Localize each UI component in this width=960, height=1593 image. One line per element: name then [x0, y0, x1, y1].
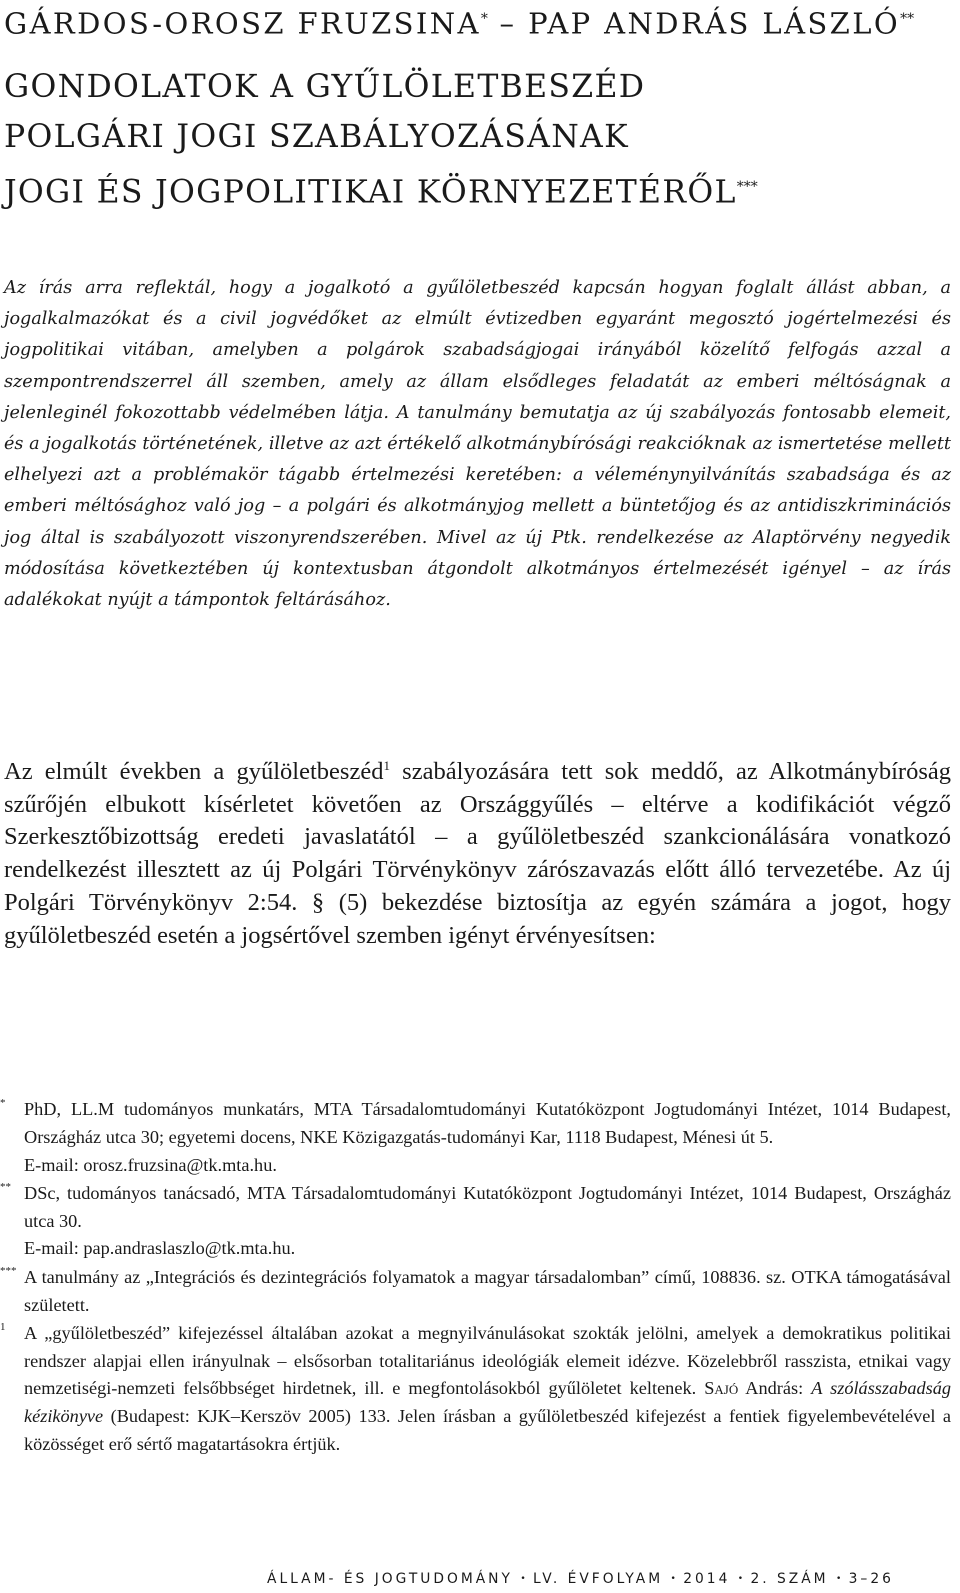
- footnote-email[interactable]: E-mail: orosz.fruzsina@tk.mta.hu.: [24, 1154, 277, 1175]
- author-1-footnote-mark[interactable]: *: [480, 11, 488, 27]
- footnote-author-2: [0, 1180, 951, 1263]
- bullet-icon: •: [737, 1574, 744, 1584]
- issue: 2. SZÁM: [750, 1571, 829, 1587]
- cited-author-given: András:: [738, 1378, 812, 1399]
- footnote-1-text-a: A „gyűlöletbeszéd” kifejezéssel általában azokat a megnyilvánulásokat szokták jelölni, amelyek a demokratikus politikai rendszer alapjai ellen irányulnak – elsősorban totalitariánus ideológiák elemeit idézve. Közelebbről rasszista, etnikai vagy nemzetiségi-nemzeti felsőbbséget hirdetnek, ill. e megfontolásokból gyűlöletet keltenek.: [24, 1322, 951, 1399]
- author-line: [4, 2, 914, 41]
- body-paragraph: [4, 756, 951, 952]
- footnote-text: DSc, tudományos tanácsadó, MTA Társadalomtudományi Kutatóközpont Jogtudományi Intézet, 1014 Budapest, Országház utca 30.: [24, 1182, 951, 1231]
- bullet-icon: •: [520, 1574, 526, 1584]
- bullet-icon: •: [835, 1574, 842, 1584]
- footnote-text: A tanulmány az „Integrációs és dezintegrációs folyamatok a magyar társadalomban” című, 108836. sz. OTKA támogatásával született.: [24, 1266, 951, 1315]
- author-1: GÁRDOS-OROSZ FRUZSINA: [4, 6, 481, 41]
- footnote-author-1: [0, 1096, 951, 1179]
- footnote-mark: *: [0, 1097, 6, 1109]
- footnote-mark: **: [0, 1180, 11, 1193]
- cited-author-surname: Sajó: [704, 1378, 739, 1399]
- page-range: 3–26: [848, 1571, 894, 1587]
- footnote-email[interactable]: E-mail: pap.andraslaszlo@tk.mta.hu.: [24, 1238, 296, 1259]
- title-line-3: JOGI ÉS JOGPOLITIKAI KÖRNYEZETÉRŐL: [4, 174, 737, 211]
- abstract: [4, 273, 951, 616]
- title-line-1: GONDOLATOK A GYŰLÖLETBESZÉD: [4, 69, 646, 105]
- footnote-reference-1[interactable]: 1: [383, 758, 390, 773]
- cited-book-title: A szólásszabadság kézikönyve: [24, 1378, 951, 1427]
- footnote-1: [0, 1320, 951, 1459]
- title-line-2: POLGÁRI JOGI SZABÁLYOZÁSÁNAK: [4, 119, 629, 155]
- footnote-text: [24, 1320, 951, 1459]
- footnote-mark: ***: [0, 1264, 17, 1277]
- author-2: PAP ANDRÁS LÁSZLÓ: [528, 6, 901, 41]
- title-footnote-mark[interactable]: ***: [736, 179, 758, 195]
- journal-name: ÁLLAM- ÉS JOGTUDOMÁNY: [267, 1571, 513, 1587]
- author-separator: –: [499, 6, 517, 41]
- footnote-funding: [0, 1264, 951, 1320]
- footnotes: [0, 1096, 951, 1459]
- abstract-text: Az írás arra reflektál, hogy a jogalkotó a gyűlöletbeszéd kapcsán hogyan foglalt állást abban, a jogalkalmazókat és a civil jogvédőket az elmúlt évtizedben egyaránt megosztó jogértelmezési és jogpolitikai vitában, amelyben a polgárok szabadságjogai irányából közelítő felfogás azzal a szempontrendszerrel áll szemben, amely az állam elsődleges feladatát az emberi méltóságnak a jelenleginél fokozottabb védelmében látja. A tanulmány bemutatja az új szabályozás fontosabb elemeit, és a jogalkotás történetének, illetve az azt értékelő alkotmánybírósági reakcióknak az ismertetése mellett elhelyezi azt a problémakör tágabb értelmezési keretében: a véleménynyilvánítás szabadsága és az emberi méltósághoz való jog – a polgári és alkotmányjog mellett a büntetőjog és az antidiszkriminációs jog által is szabályozott viszonyrendszerében. Mivel az új Ptk. rendelkezése az Alaptörvény negyedik módosítása következtében új kontextusban átgondolt alkotmányos értelmezését igényel – az írás adalékokat nyújt a támpontok feltárásához.: [4, 278, 951, 611]
- footnote-mark: 1: [0, 1320, 6, 1333]
- author-2-footnote-mark[interactable]: **: [900, 11, 915, 27]
- bullet-icon: •: [670, 1574, 676, 1584]
- body-text-part-2: szabályozására tett sok meddő, az Alkotmánybíróság szűrőjén elbukott kísérletet követően az Országgyűlés – eltérve a kodifikációt végző Szerkesztőbizottság eredeti javaslatától – a gyűlöletbeszéd szankcionálására vonatkozó rendelkezést illesztett az új Polgári Törvénykönyv zárószavazás előtt álló tervezetébe. Az új Polgári Törvénykönyv 2:54. § (5) bekezdése biztosítja az egyén számára a jogot, hogy gyűlöletbeszéd esetén a jogsértővel szemben igényt érvényesítsen:: [4, 758, 951, 949]
- year: 2014: [683, 1571, 731, 1587]
- page-footer: [267, 1570, 894, 1588]
- volume: LV. ÉVFOLYAM: [533, 1571, 664, 1587]
- footnote-text: PhD, LL.M tudományos munkatárs, MTA Társadalomtudományi Kutatóközpont Jogtudományi Intézet, 1014 Budapest, Országház utca 30; egyetemi docens, NKE Közigazgatás-tudományi Kar, 1118 Budapest, Ménesi út 5.: [24, 1099, 951, 1147]
- body-text-part-1: Az elmúlt években a gyűlöletbeszéd: [4, 758, 384, 785]
- article-title: [4, 62, 758, 218]
- footnote-1-text-b: (Budapest: KJK–Kerszöv 2005) 133. Jelen írásban a gyűlöletbeszéd kifejezést a fentiek figyelembevételével a közösséget erő sértő magatartásokra értjük.: [24, 1406, 951, 1455]
